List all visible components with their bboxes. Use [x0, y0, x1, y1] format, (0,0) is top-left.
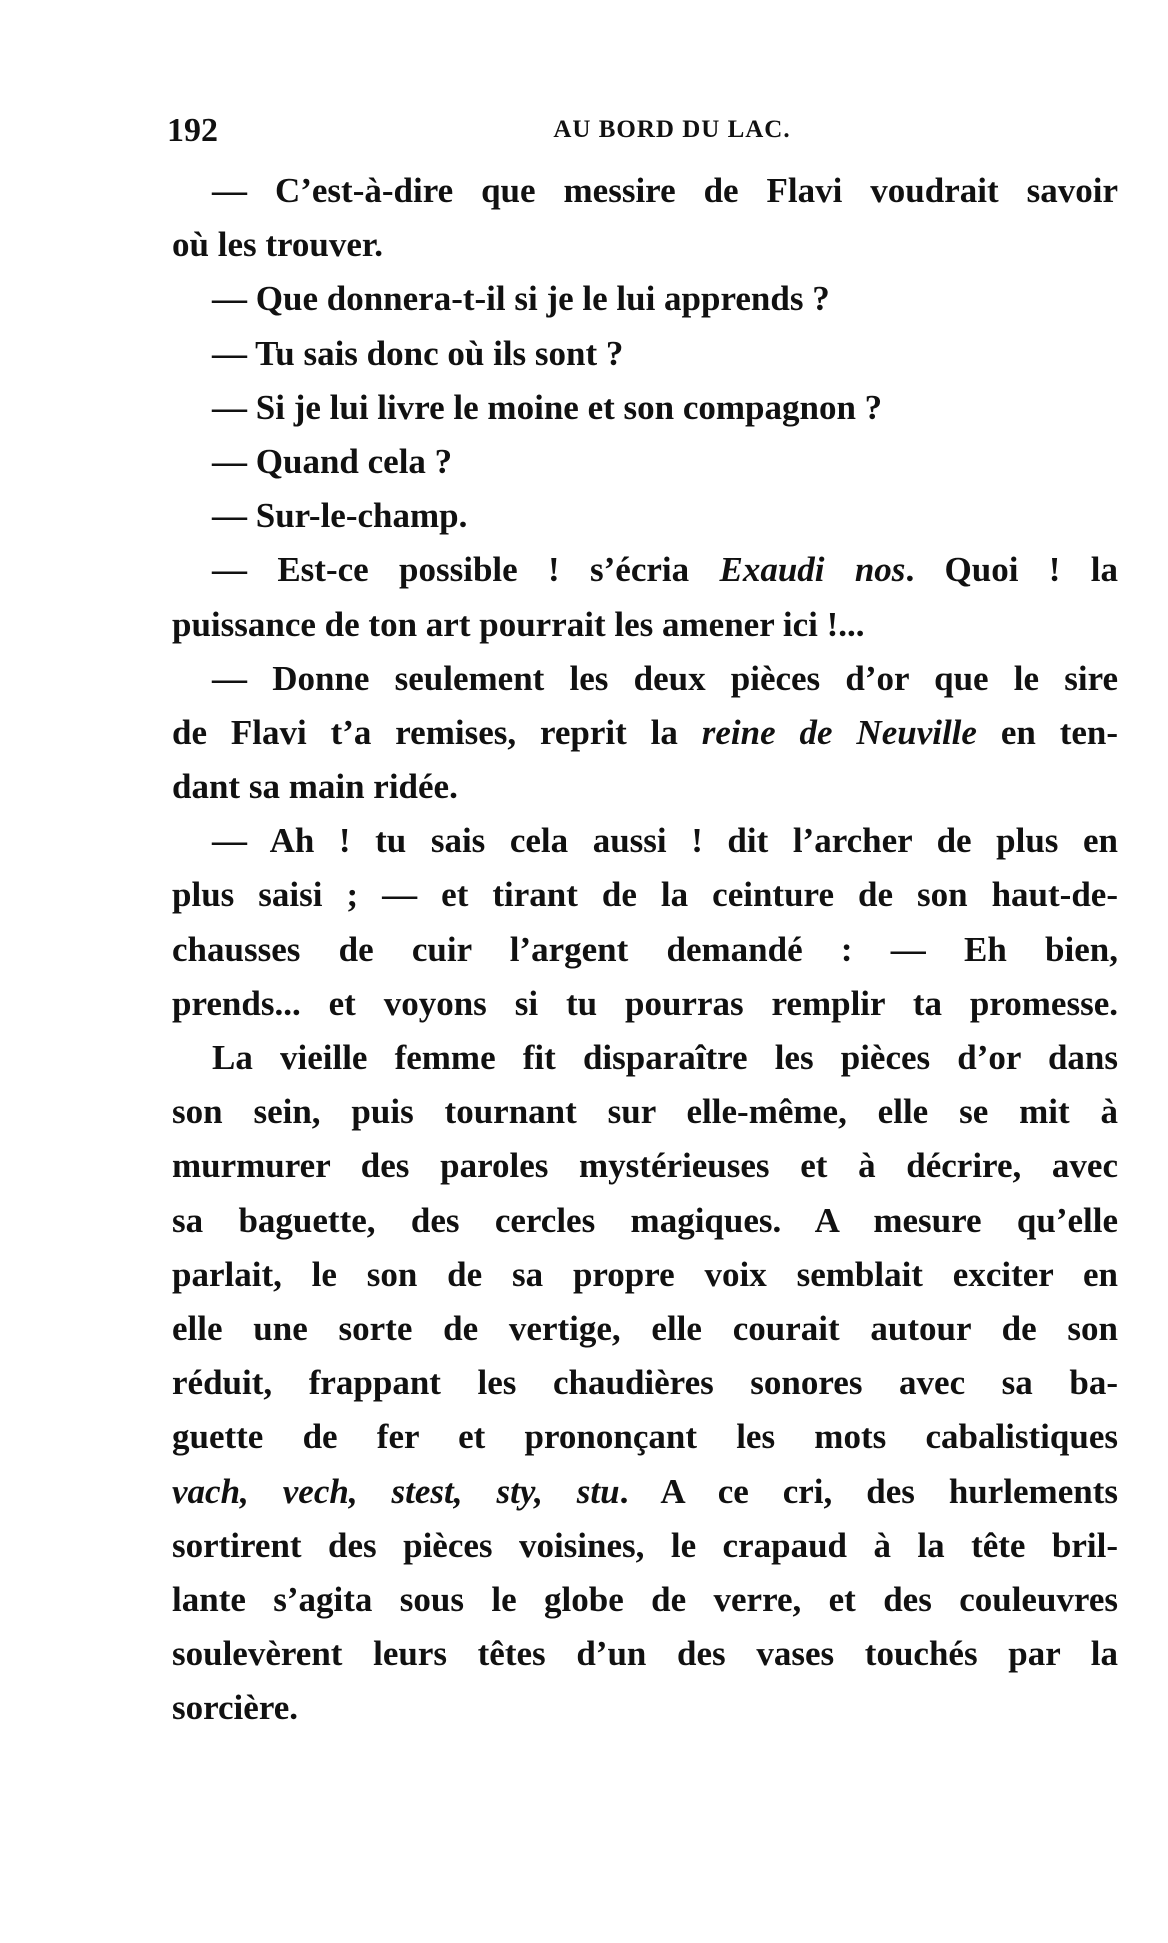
running-title: AU BORD DU LAC. [553, 116, 791, 143]
text-line: sa baguette, des cercles magiques. A mesure qu’elle [172, 1200, 1118, 1240]
text-line: guette de fer et prononçant les mots cabalistiques [172, 1417, 1118, 1457]
text-line: — Tu sais donc où ils sont ? [212, 333, 624, 373]
text-line: — Donne seulement les deux pièces d’or que le sire [212, 658, 1118, 698]
text-line: prends... et voyons si tu pourras remplir ta promesse. [172, 983, 1118, 1023]
text-line: puissance de ton art pourrait les amener ici !... [172, 604, 865, 644]
text-line: dant sa main ridée. [172, 767, 458, 807]
text-line: — Que donnera-t-il si je le lui apprends ? [212, 279, 830, 319]
text-line: lante s’agita sous le globe de verre, et des couleuvres [172, 1579, 1118, 1619]
text-line: — Si je lui livre le moine et son compagnon ? [212, 387, 883, 427]
text-segment: — Est-ce possible ! s’écria [212, 550, 720, 590]
italic-segment: reine de Neuville [701, 712, 977, 752]
text-segment: . Quoi ! la [905, 550, 1119, 590]
text-line: où les trouver. [172, 225, 383, 265]
page-number: 192 [167, 112, 218, 149]
text-line: sorcière. [172, 1688, 299, 1728]
text-line [172, 706, 1118, 760]
italic-segment: vach, vech, stest, sty, stu [172, 1471, 620, 1511]
text-segment: . A ce cri, des hurlements [619, 1471, 1118, 1511]
text-line: chausses de cuir l’argent demandé : — Eh bien, [172, 929, 1118, 969]
body-text [172, 164, 1118, 1735]
text-line: parlait, le son de sa propre voix semblait exciter en [172, 1254, 1118, 1294]
text-segment: de Flavi t’a remises, reprit la [172, 712, 702, 752]
text-line: réduit, frappant les chaudières sonores avec sa ba- [172, 1363, 1118, 1403]
text-line: — Ah ! tu sais cela aussi ! dit l’archer de plus en [212, 821, 1118, 861]
text-line: plus saisi ; — et tirant de la ceinture de son haut-de- [172, 875, 1118, 915]
text-line: La vieille femme fit disparaître les pièces d’or dans [212, 1038, 1118, 1077]
text-segment: en ten- [976, 712, 1119, 752]
text-line: son sein, puis tournant sur elle-même, elle se mit à [172, 1092, 1118, 1132]
page-header [167, 112, 1117, 152]
text-line: soulevèrent leurs têtes d’un des vases touchés par la [172, 1634, 1118, 1674]
text-line [172, 1465, 1118, 1519]
text-line [172, 543, 1118, 597]
text-line: sortirent des pièces voisines, le crapaud à la tête bril- [172, 1525, 1118, 1565]
text-line: — Sur-le-champ. [212, 496, 468, 536]
text-line: murmurer des paroles mystérieuses et à décrire, avec [172, 1146, 1118, 1186]
italic-segment: Exaudi nos [719, 550, 906, 590]
text-line: elle une sorte de vertige, elle courait autour de son [172, 1308, 1118, 1348]
text-line: — Quand cela ? [212, 441, 453, 481]
text-line: — C’est-à-dire que messire de Flavi voudrait savoir [212, 171, 1118, 210]
